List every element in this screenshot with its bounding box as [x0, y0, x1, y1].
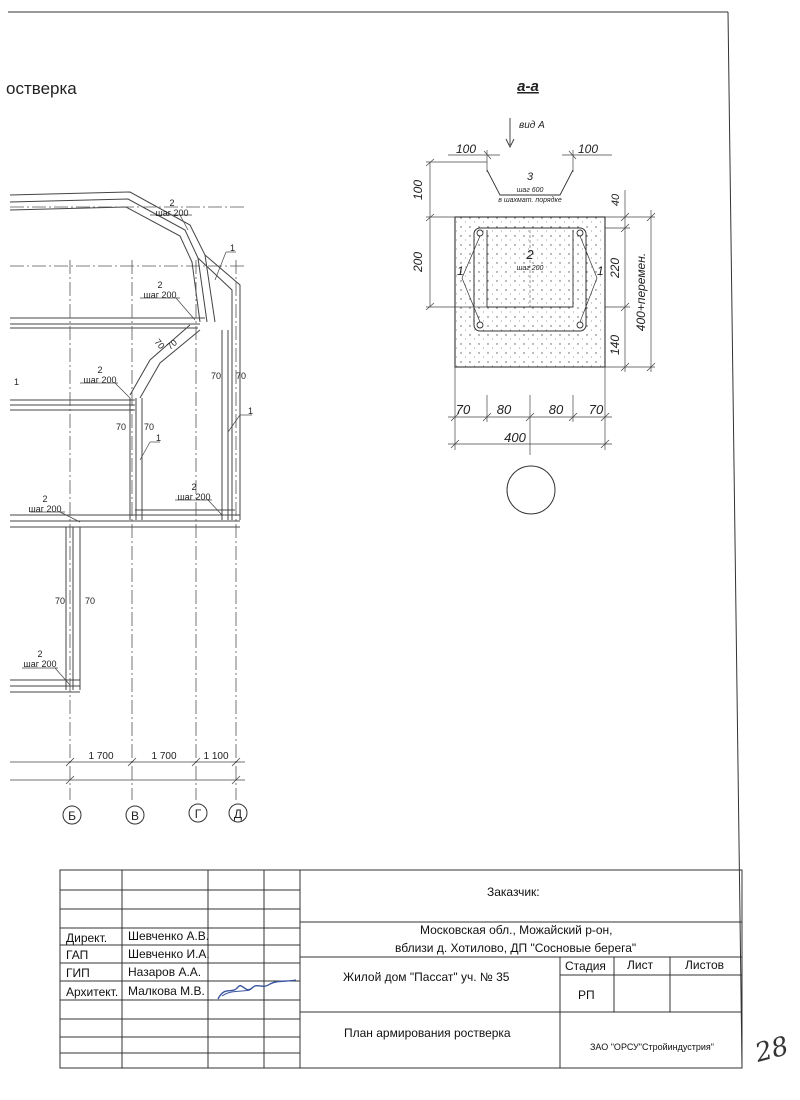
name-architect: Малкова М.В. — [128, 984, 205, 998]
svg-text:шаг 200: шаг 200 — [155, 208, 189, 218]
name-gap: Шевченко И.А. — [128, 947, 210, 961]
role-architect: Архитект. — [66, 985, 119, 999]
plan-cover-h: 70 — [85, 596, 96, 606]
axis-dim-2: 1 700 — [151, 751, 177, 762]
axis-dim-3: 1 100 — [203, 751, 229, 762]
mark-3-note-1: шаг 600 — [516, 187, 544, 194]
plan-view — [10, 192, 240, 692]
mark-3: 3 — [526, 171, 534, 183]
plan-bar1-mark-a: 1 — [230, 243, 236, 253]
axis-bubble-v — [126, 806, 144, 824]
dim-bottom-2: 80 — [496, 402, 512, 417]
section-label: а-а — [517, 78, 539, 95]
axis-bubble-d — [229, 804, 247, 822]
mark-2: 2 — [526, 247, 534, 262]
plan-cover-b: 70 — [164, 337, 179, 352]
svg-text:шаг 200: шаг 200 — [143, 290, 177, 300]
plan-callout-leaders — [22, 215, 252, 685]
role-gap: ГАП — [66, 948, 89, 962]
dim-right-3: 140 — [608, 334, 622, 356]
company-name: ЗАО "ОРСУ"Стройиндустрия" — [590, 1042, 714, 1052]
sheet-title: План армирования ростверка — [344, 1026, 511, 1040]
svg-text:2: 2 — [97, 365, 103, 375]
sheet-header: Лист — [627, 958, 654, 972]
project-name: Жилой дом "Пассат" уч. № 35 — [343, 970, 510, 984]
dim-left-2: 200 — [411, 251, 425, 273]
svg-text:2: 2 — [37, 649, 43, 659]
plan-bar1-mark-c: 1 — [248, 406, 254, 416]
mark-2-note: шаг 200 — [516, 265, 544, 272]
plan-callout-5 — [177, 482, 210, 502]
plan-cover-a: 70 — [152, 336, 167, 351]
mark-1-right: 1 — [597, 264, 604, 278]
name-gip: Назаров А.А. — [128, 965, 202, 979]
role-gip: ГИП — [66, 966, 90, 980]
stage-header: Стадия — [565, 959, 606, 973]
location-line1: Московская обл., Можайский р-он, — [420, 923, 613, 937]
plan-callout-3 — [83, 365, 116, 385]
dim-right-1: 40 — [610, 193, 622, 207]
plan-cover-c: 70 — [211, 371, 222, 381]
plan-callout-6 — [23, 649, 56, 669]
svg-text:шаг 200: шаг 200 — [23, 659, 57, 669]
stage-value: РП — [578, 988, 595, 1002]
axis-bubble-b — [63, 806, 81, 824]
mark-3-note-2: в шахмат. порядке — [498, 197, 562, 204]
dim-top-left: 100 — [455, 142, 477, 156]
dim-total-width: 400 — [504, 430, 526, 445]
customer-label: Заказчик: — [487, 885, 540, 899]
view-label: вид А — [519, 120, 545, 131]
dim-total-height: 400+перемен. — [634, 252, 648, 332]
axis-label-v: В — [130, 809, 140, 823]
axis-bubble-g — [189, 804, 207, 822]
sheet-frame — [8, 12, 742, 1068]
svg-text:шаг 200: шаг 200 — [83, 375, 117, 385]
sheets-header: Листов — [685, 958, 724, 972]
svg-text:2: 2 — [42, 494, 48, 504]
role-director: Директ. — [66, 931, 108, 945]
location-line2: вблизи д. Хотилово, ДП "Сосновые берега" — [395, 941, 637, 955]
svg-text:шаг 200: шаг 200 — [177, 492, 211, 502]
axis-dim-1: 1 700 — [88, 751, 114, 762]
plan-cover-g: 70 — [55, 596, 66, 606]
dim-right-2: 220 — [608, 257, 622, 279]
svg-text:2: 2 — [191, 482, 197, 492]
dim-top-right: 100 — [577, 142, 599, 156]
plan-cover-e: 70 — [116, 422, 127, 432]
view-arrow — [506, 118, 514, 147]
axis-label-b: Б — [68, 809, 76, 823]
dim-bottom-3: 80 — [548, 402, 564, 417]
svg-text:2: 2 — [169, 198, 175, 208]
mark-1-left: 1 — [457, 264, 464, 278]
svg-text:шаг 200: шаг 200 — [28, 504, 62, 514]
plan-bar1-mark-d: 1 — [156, 433, 162, 443]
plan-callout-4 — [28, 494, 61, 514]
axis-label-g: Г — [194, 807, 202, 821]
plan-cover-d: 70 — [236, 371, 247, 381]
plan-callout-2 — [143, 280, 176, 300]
axis-label-d: Д — [233, 807, 243, 821]
pile-circle — [507, 466, 555, 514]
drawing-title: остверка — [6, 79, 77, 98]
plan-cover-f: 70 — [144, 422, 155, 432]
dim-bottom-1: 70 — [455, 402, 471, 417]
dim-bottom-4: 70 — [588, 402, 604, 417]
handwritten-sheet-number: 28 — [752, 1031, 792, 1069]
plan-callout-1 — [155, 198, 188, 218]
svg-text:2: 2 — [157, 280, 163, 290]
plan-bar1-mark-b: 1 — [14, 377, 20, 387]
name-director: Шевченко А.В. — [128, 929, 210, 943]
dim-left-1: 100 — [411, 179, 425, 201]
signature-scribble — [218, 980, 296, 999]
